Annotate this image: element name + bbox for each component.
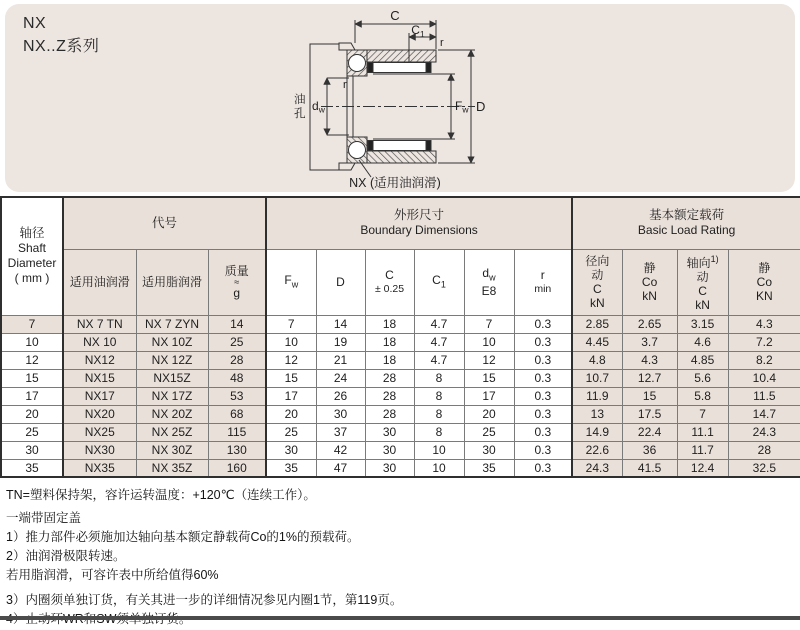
table-cell: NX 17Z <box>136 387 208 405</box>
table-row <box>1 459 800 477</box>
table-cell: 14.9 <box>572 423 622 441</box>
table-cell: 15 <box>622 387 677 405</box>
table-cell: 3.7 <box>622 333 677 351</box>
table-cell: NX 7 TN <box>63 315 136 333</box>
table-cell: NX 30Z <box>136 441 208 459</box>
table-cell: 19 <box>316 333 365 351</box>
dim-label-dw: $d_w$ <box>312 99 325 115</box>
table-row <box>1 423 800 441</box>
table-cell: 35 <box>464 459 514 477</box>
table-cell: NX15 <box>63 369 136 387</box>
header-shaft-diameter: 轴径 Shaft Diameter ( mm ) <box>1 197 63 315</box>
table-cell: 0.3 <box>514 369 572 387</box>
table-cell: 25 <box>464 423 514 441</box>
dim-label-d: D <box>476 99 486 114</box>
table-cell: 8 <box>414 369 464 387</box>
table-cell: 17 <box>1 387 63 405</box>
table-cell: 4.45 <box>572 333 622 351</box>
table-cell: NX12 <box>63 351 136 369</box>
table-cell: 12.7 <box>622 369 677 387</box>
table-cell: 0.3 <box>514 315 572 333</box>
table-row <box>1 351 800 369</box>
table-cell: 11.7 <box>677 441 728 459</box>
table-cell: 4.3 <box>728 315 800 333</box>
table-cell: 5.6 <box>677 369 728 387</box>
header-group-designation: 代号 <box>63 197 266 249</box>
table-cell: 7 <box>1 315 63 333</box>
table-cell: NX15Z <box>136 369 208 387</box>
table-row <box>1 333 800 351</box>
header-group-boundary-dimensions: 外形尺寸 Boundary Dimensions <box>266 197 572 249</box>
footnote-1: 1）推力部件必须施加达轴向基本额定静载荷Co的1%的预载荷。 <box>6 530 360 544</box>
table-cell: 30 <box>1 441 63 459</box>
table-cell: 12.4 <box>677 459 728 477</box>
table-cell: 68 <box>208 405 266 423</box>
table-cell: 30 <box>464 441 514 459</box>
table-cell: 13 <box>572 405 622 423</box>
table-cell: 0.3 <box>514 441 572 459</box>
table-cell: 15 <box>1 369 63 387</box>
header-radial-dynamic-c: 径向 动 C kN <box>572 249 622 315</box>
header-axial-dynamic-c: 轴向$^{1)}$ 动 C kN <box>677 249 728 315</box>
table-cell: 24.3 <box>572 459 622 477</box>
table-cell: 10 <box>414 441 464 459</box>
header-oil-lubrication: 适用油润滑 <box>63 249 136 315</box>
table-cell: 14 <box>316 315 365 333</box>
table-cell: 5.8 <box>677 387 728 405</box>
table-cell: NX17 <box>63 387 136 405</box>
table-cell: 14 <box>208 315 266 333</box>
table-cell: 15 <box>266 369 316 387</box>
footnote-2: 2）油润滑极限转速。 <box>6 549 126 563</box>
footnotes <box>6 487 786 630</box>
header-dw: $d_w$ E8 <box>464 249 514 315</box>
table-cell: 2.85 <box>572 315 622 333</box>
table-cell: 15 <box>464 369 514 387</box>
table-cell: 0.3 <box>514 423 572 441</box>
dim-label-c1: $C_1$ <box>411 23 425 39</box>
table-cell: NX 10Z <box>136 333 208 351</box>
header-r-min: r min <box>514 249 572 315</box>
table-cell: 10 <box>464 333 514 351</box>
table-cell: 0.3 <box>514 387 572 405</box>
table-cell: NX 35Z <box>136 459 208 477</box>
table-cell: 7 <box>266 315 316 333</box>
table-cell: 10.7 <box>572 369 622 387</box>
table-cell: 10.4 <box>728 369 800 387</box>
table-cell: 20 <box>266 405 316 423</box>
table-cell: 17.5 <box>622 405 677 423</box>
table-cell: 4.7 <box>414 351 464 369</box>
table-row <box>1 369 800 387</box>
table-cell: 8 <box>414 405 464 423</box>
header-fw: $F_w$ <box>266 249 316 315</box>
table-cell: 42 <box>316 441 365 459</box>
footnote-3: 3）内圈须单独订货，有关其进一步的详细情况参见内圈1节，第119页。 <box>6 593 403 607</box>
header-mass: 质量 ≈ g <box>208 249 266 315</box>
table-cell: 0.3 <box>514 405 572 423</box>
table-cell: 10 <box>266 333 316 351</box>
table-cell: 12 <box>1 351 63 369</box>
table-cell: NX25 <box>63 423 136 441</box>
dim-label-fw: $F_w$ <box>455 99 469 115</box>
drawing-caption: NX (适用油润滑) <box>349 176 441 190</box>
dim-label-r-left: r <box>343 79 347 91</box>
oil-hole-label-top: 油 <box>294 94 306 106</box>
oil-hole-label-bottom: 孔 <box>294 108 306 120</box>
header-group-basic-load-rating: 基本额定载荷 Basic Load Rating <box>572 197 800 249</box>
table-cell: 0.3 <box>514 351 572 369</box>
table-cell: 4.6 <box>677 333 728 351</box>
table-cell: 53 <box>208 387 266 405</box>
series-title: NX <box>23 15 47 32</box>
table-cell: 0.3 <box>514 459 572 477</box>
table-cell: NX35 <box>63 459 136 477</box>
table-cell: 25 <box>208 333 266 351</box>
table-cell: 115 <box>208 423 266 441</box>
table-cell: 11.5 <box>728 387 800 405</box>
table-row <box>1 441 800 459</box>
table-cell: 2.65 <box>622 315 677 333</box>
table-cell: NX 7 ZYN <box>136 315 208 333</box>
header-c1: $C_1$ <box>414 249 464 315</box>
table-cell: 18 <box>365 351 414 369</box>
table-cell: 160 <box>208 459 266 477</box>
table-cell: 11.9 <box>572 387 622 405</box>
table-cell: 47 <box>316 459 365 477</box>
dim-label-c: C <box>390 8 400 23</box>
table-cell: 30 <box>365 441 414 459</box>
table-cell: 28 <box>208 351 266 369</box>
table-cell: 28 <box>728 441 800 459</box>
table-cell: 35 <box>266 459 316 477</box>
table-cell: NX 12Z <box>136 351 208 369</box>
table-cell: 8 <box>414 387 464 405</box>
table-row <box>1 405 800 423</box>
page-bottom-rule <box>0 616 800 620</box>
table-row <box>1 387 800 405</box>
table-cell: NX30 <box>63 441 136 459</box>
table-cell: 20 <box>1 405 63 423</box>
table-cell: 0.3 <box>514 333 572 351</box>
table-cell: 30 <box>365 423 414 441</box>
table-cell: 32.5 <box>728 459 800 477</box>
series-subtitle: NX..Z系列 <box>23 38 100 56</box>
footnote-grease: 若用脂润滑，可容许表中所给值得60% <box>6 568 219 582</box>
header-c: C ± 0.25 <box>365 249 414 315</box>
table-cell: 22.6 <box>572 441 622 459</box>
dim-label-r-right: r <box>440 37 444 49</box>
header-grease-lubrication: 适用脂润滑 <box>136 249 208 315</box>
table-cell: 24.3 <box>728 423 800 441</box>
table-cell: 24 <box>316 369 365 387</box>
table-cell: 21 <box>316 351 365 369</box>
table-cell: 30 <box>266 441 316 459</box>
table-cell: 12 <box>266 351 316 369</box>
table-cell: 7 <box>677 405 728 423</box>
table-cell: 12 <box>464 351 514 369</box>
table-cell: 37 <box>316 423 365 441</box>
header-static-co-2: 静 Co KN <box>728 249 800 315</box>
table-cell: 36 <box>622 441 677 459</box>
table-cell: 11.1 <box>677 423 728 441</box>
table-cell: 10 <box>414 459 464 477</box>
table-cell: NX 10 <box>63 333 136 351</box>
table-cell: 28 <box>365 387 414 405</box>
table-cell: 4.8 <box>572 351 622 369</box>
table-cell: 41.5 <box>622 459 677 477</box>
table-cell: 48 <box>208 369 266 387</box>
header-static-co: 静 Co kN <box>622 249 677 315</box>
table-cell: NX 20Z <box>136 405 208 423</box>
table-cell: 17 <box>266 387 316 405</box>
table-cell: 28 <box>365 369 414 387</box>
header-d: D <box>316 249 365 315</box>
table-cell: 8 <box>414 423 464 441</box>
table-cell: 4.85 <box>677 351 728 369</box>
page-title <box>23 12 99 58</box>
table-cell: 30 <box>316 405 365 423</box>
table-cell: 18 <box>365 315 414 333</box>
table-cell: 20 <box>464 405 514 423</box>
table-cell: 7.2 <box>728 333 800 351</box>
table-cell: 25 <box>266 423 316 441</box>
table-cell: 25 <box>1 423 63 441</box>
table-cell: 28 <box>365 405 414 423</box>
bearing-data-table <box>0 196 800 478</box>
table-cell: NX20 <box>63 405 136 423</box>
table-cell: 17 <box>464 387 514 405</box>
table-cell: 26 <box>316 387 365 405</box>
table-cell: 4.7 <box>414 315 464 333</box>
table-cell: NX 25Z <box>136 423 208 441</box>
table-cell: 3.15 <box>677 315 728 333</box>
bearing-cross-section-drawing <box>283 4 518 192</box>
table-cell: 4.7 <box>414 333 464 351</box>
table-cell: 130 <box>208 441 266 459</box>
table-cell: 30 <box>365 459 414 477</box>
footnote-cover: 一端带固定盖 <box>6 511 82 525</box>
table-cell: 18 <box>365 333 414 351</box>
footnote-tn: TN=塑料保持架，容许运转温度：+120℃（连续工作）。 <box>6 488 316 502</box>
table-cell: 10 <box>1 333 63 351</box>
table-cell: 8.2 <box>728 351 800 369</box>
table-cell: 35 <box>1 459 63 477</box>
table-cell: 14.7 <box>728 405 800 423</box>
table-cell: 7 <box>464 315 514 333</box>
table-row <box>1 315 800 333</box>
table-cell: 22.4 <box>622 423 677 441</box>
table-cell: 4.3 <box>622 351 677 369</box>
